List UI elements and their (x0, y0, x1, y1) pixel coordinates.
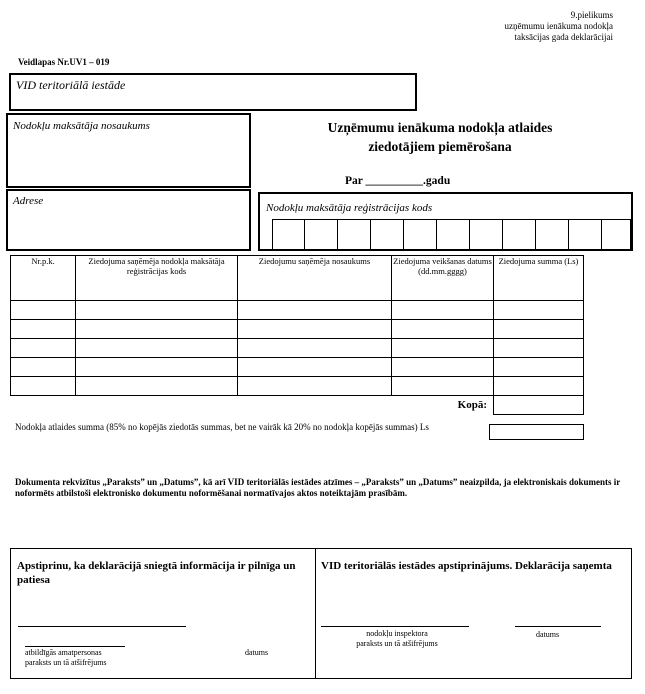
document-title (270, 118, 610, 156)
col-header-date: Ziedojuma veikšanas datums (dd.mm.gggg) (392, 256, 494, 301)
table-cell[interactable] (494, 301, 584, 320)
appendix-line-3: taksācijas gada deklarācijai (514, 32, 613, 42)
table-cell[interactable] (238, 377, 392, 396)
table-cell[interactable] (392, 339, 494, 358)
title-line-1: Uzņēmumu ienākuma nodokļa atlaides (327, 120, 553, 135)
address-field[interactable] (6, 189, 251, 251)
table-cell[interactable] (238, 301, 392, 320)
table-cell[interactable] (392, 377, 494, 396)
left-sig-line-1: atbildīgās amatpersonas (25, 648, 102, 657)
left-date-label: datums (245, 648, 269, 657)
tax-period (345, 175, 450, 187)
appendix-line-1: 9.pielikums (570, 10, 613, 20)
right-signature-line[interactable] (321, 626, 469, 627)
reg-code-digit-cell[interactable] (536, 220, 569, 249)
donations-table (10, 255, 584, 415)
reg-code-digit-cell[interactable] (371, 220, 404, 249)
table-cell[interactable] (494, 358, 584, 377)
reg-code-label: Nodokļu maksātāja reģistrācijas kods (266, 202, 433, 214)
total-amount-cell[interactable] (494, 396, 584, 415)
col-header-recipient-code: Ziedojuma saņēmēja nodokļa maksātāja reģistrācijas kods (76, 256, 238, 301)
table-cell[interactable] (11, 377, 76, 396)
table-cell[interactable] (11, 320, 76, 339)
table-total-row (11, 396, 584, 415)
reg-code-digit-cell[interactable] (503, 220, 536, 249)
left-signature-caption (25, 646, 125, 668)
reg-code-digit-cell[interactable] (470, 220, 503, 249)
table-cell[interactable] (76, 358, 238, 377)
left-signature-line[interactable] (18, 626, 186, 627)
taxpayer-name-label: Nodokļu maksātāja nosaukums (13, 120, 150, 132)
table-cell[interactable] (494, 377, 584, 396)
table-cell[interactable] (11, 339, 76, 358)
left-sig-line-2: paraksts un tā atšifrējums (25, 658, 107, 667)
right-sig-line-1: nodokļu inspektora (366, 629, 428, 638)
reg-code-digit-cell[interactable] (404, 220, 437, 249)
table-cell[interactable] (392, 320, 494, 339)
discount-amount-field[interactable] (489, 424, 584, 440)
table-row (11, 377, 584, 396)
table-cell[interactable] (11, 301, 76, 320)
table-header-row (11, 256, 584, 301)
reg-code-digit-cell[interactable] (569, 220, 602, 249)
vid-office-label: VID teritoriālā iestāde (16, 78, 126, 92)
col-header-amount: Ziedojuma summa (Ls) (494, 256, 584, 301)
table-cell[interactable] (76, 339, 238, 358)
table-cell[interactable] (76, 377, 238, 396)
certify-right-title: VID teritoriālās iestādes apstiprinājums. Deklarācija saņemta (321, 560, 612, 572)
reg-code-digit-cell[interactable] (437, 220, 470, 249)
table-cell[interactable] (76, 320, 238, 339)
table-cell[interactable] (11, 358, 76, 377)
period-prefix: Par (345, 175, 363, 187)
electronic-document-notice: Dokumenta rekvizītus „Paraksts” un „Datums”, kā arī VID teritoriālās iestādes atzīmes – „Paraksts” un „Datums” neaizpilda, ja elektroniskais dokuments ir noformēts atbilstoši elektronisko dokumentu noformēšanai normatīvajos aktos noteiktajām prasībām. (15, 477, 621, 498)
right-date-label: datums (536, 630, 560, 639)
period-suffix: .gadu (423, 175, 451, 187)
vid-office-field[interactable] (9, 73, 417, 111)
table-row (11, 301, 584, 320)
table-cell[interactable] (76, 301, 238, 320)
reg-code-digit-cell[interactable] (338, 220, 371, 249)
reg-code-digit-cell[interactable] (305, 220, 338, 249)
address-label: Adrese (13, 195, 44, 207)
certify-left-title: Apstiprinu, ka deklarācijā sniegtā informācija ir pilnīga un patiesa (17, 560, 296, 586)
total-label: Kopā: (457, 399, 487, 412)
right-signature-caption (337, 629, 457, 649)
title-line-2: ziedotājiem piemērošana (368, 139, 512, 154)
table-cell[interactable] (494, 339, 584, 358)
certification-divider (315, 548, 316, 679)
table-cell[interactable] (392, 358, 494, 377)
reg-code-digit-cell[interactable] (272, 220, 305, 249)
appendix-note (505, 10, 613, 43)
period-year-blank[interactable]: __________ (365, 175, 424, 187)
form-number: Veidlapas Nr.UV1 – 019 (18, 57, 110, 67)
table-cell[interactable] (238, 339, 392, 358)
table-cell[interactable] (238, 358, 392, 377)
appendix-line-2: uzņēmumu ienākuma nodokļa (504, 21, 613, 31)
table-cell[interactable] (238, 320, 392, 339)
table-row (11, 339, 584, 358)
col-header-nr: Nr.p.k. (11, 256, 76, 301)
table-cell[interactable] (392, 301, 494, 320)
table-row (11, 358, 584, 377)
discount-text: Nodokļa atlaides summa (85% no kopējās ziedotās summas, bet ne vairāk kā 20% no nodokļa kopējās summas) Ls (15, 422, 429, 432)
table-cell[interactable] (494, 320, 584, 339)
taxpayer-name-field[interactable] (6, 113, 251, 188)
right-sig-line-2: paraksts un tā atšifrējums (356, 639, 438, 648)
col-header-recipient-name: Ziedojumu saņēmēja nosaukums (238, 256, 392, 301)
right-date-line[interactable] (515, 626, 601, 627)
table-row (11, 320, 584, 339)
